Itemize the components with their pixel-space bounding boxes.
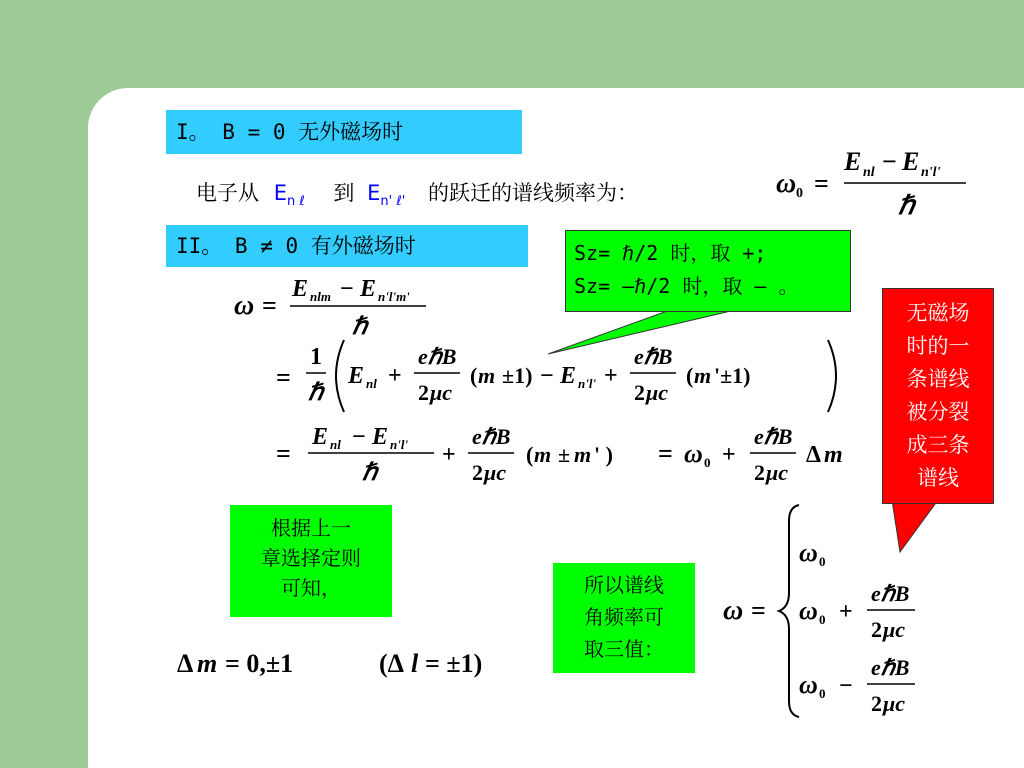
svg-text:m: m [197, 649, 218, 678]
svg-text:±: ± [558, 442, 571, 467]
red-line-4: 被分裂 [906, 400, 970, 424]
svg-text:1: 1 [310, 344, 322, 370]
svg-text:eℏB: eℏB [871, 581, 910, 606]
svg-text:2: 2 [754, 460, 765, 485]
omega-symbol: ω [776, 168, 797, 199]
svg-text:2: 2 [418, 380, 429, 405]
svg-text:ℏ: ℏ [308, 380, 324, 406]
svg-text:(: ( [686, 363, 694, 388]
spin-line-2: Sz= –ℏ/2 时，取 – 。 [574, 274, 799, 298]
svg-text:−: − [540, 363, 554, 389]
svg-text:μc: μc [646, 380, 668, 405]
svg-text:0: 0 [819, 686, 826, 701]
svg-text:eℏB: eℏB [472, 424, 511, 449]
section2-label-box [166, 225, 528, 267]
svg-text:eℏB: eℏB [634, 344, 673, 369]
svg-text:Δ: Δ [177, 649, 194, 678]
red-line-6: 谱线 [917, 466, 959, 490]
svg-text:m: m [478, 363, 496, 388]
svg-text:eℏB: eℏB [418, 344, 457, 369]
svg-text:ω: ω [799, 538, 818, 567]
svg-text:=: = [276, 363, 291, 392]
svg-text:μc: μc [484, 460, 506, 485]
svg-text:m: m [534, 442, 552, 467]
to-sub-n: n' [380, 194, 393, 210]
to-E: E [367, 181, 381, 205]
numerator-sub-nl: nl [863, 165, 875, 180]
svg-text:E: E [348, 363, 365, 389]
rule-line-1: 根据上一 [271, 516, 351, 540]
svg-text:±1): ±1) [502, 363, 533, 388]
svg-text:ω: ω [723, 595, 744, 626]
svg-text:ℏ: ℏ [362, 460, 378, 486]
svg-text:Δ: Δ [806, 442, 822, 468]
svg-text:=: = [658, 439, 673, 468]
svg-text:μc: μc [883, 617, 905, 642]
denominator-hbar: ℏ [898, 191, 915, 220]
svg-text:(: ( [526, 442, 534, 467]
red-line-2: 时的一 [906, 334, 970, 358]
omega-subscript: 0 [796, 186, 803, 201]
svg-text:+: + [388, 363, 402, 389]
omega-cases-formula [715, 495, 945, 725]
from-sub-n: n [286, 194, 296, 210]
svg-text:−: − [352, 424, 366, 450]
svg-text:=: = [262, 291, 277, 320]
from-E: E [273, 181, 287, 205]
svg-text:E: E [312, 424, 329, 450]
svg-text:ω: ω [684, 439, 703, 468]
red-line-1: 无磁场 [906, 301, 970, 325]
svg-text:n'l'm': n'l'm' [378, 289, 410, 304]
red-line-3: 条谱线 [906, 367, 970, 391]
svg-text:n'l': n'l' [390, 437, 409, 452]
svg-text:2: 2 [634, 380, 645, 405]
svg-text:' ): ' ) [594, 442, 613, 467]
svg-text:=: = [751, 596, 766, 625]
svg-text:(: ( [470, 363, 478, 388]
svg-text:μc: μc [430, 380, 452, 405]
svg-text:ω: ω [799, 670, 818, 699]
svg-text:nl: nl [366, 376, 377, 391]
section1-label-box [166, 110, 522, 154]
transition-sentence [196, 175, 638, 211]
svg-text:E: E [360, 276, 377, 302]
svg-text:2: 2 [472, 460, 483, 485]
svg-text:'±1): '±1) [714, 363, 751, 388]
svg-text:m: m [694, 363, 712, 388]
red-callout [882, 288, 994, 504]
three-values-note [553, 563, 695, 673]
values-line-1: 所以谱线 [584, 573, 664, 597]
equals-sign: = [814, 169, 829, 198]
from-sub-l: ℓ [299, 194, 305, 210]
svg-text:ℏ: ℏ [352, 314, 368, 340]
omega0-formula [770, 140, 990, 220]
from-level [273, 181, 305, 210]
svg-text:= ±1): = ±1) [425, 649, 483, 678]
svg-text:nlm: nlm [310, 289, 331, 304]
numerator-Enl-prime: E [902, 147, 920, 176]
selection-rule-formula [175, 640, 515, 684]
svg-text:μc: μc [883, 691, 905, 716]
svg-text:ω: ω [799, 596, 818, 625]
svg-text:−: − [340, 276, 354, 302]
svg-text:n'l': n'l' [578, 376, 597, 391]
numerator-sub-nl-prime: n'l' [921, 165, 941, 180]
svg-text:+: + [442, 442, 456, 468]
values-line-3: 取三值： [584, 637, 664, 661]
transition-suffix: 的跃迁的谱线频率为： [428, 181, 638, 205]
svg-text:ω: ω [234, 290, 255, 321]
svg-text:nl: nl [330, 437, 341, 452]
numerator-Enl: E [844, 147, 862, 176]
svg-text:E: E [560, 363, 577, 389]
to-level [367, 181, 406, 210]
svg-text:=: = [276, 439, 291, 468]
svg-text:l: l [411, 649, 419, 678]
svg-text:0: 0 [704, 455, 711, 470]
rule-line-2: 章选择定则 [261, 546, 361, 570]
section2-label: II。 B ≠ 0 有外磁场时 [176, 234, 416, 258]
svg-text:0: 0 [819, 612, 826, 627]
svg-text:+: + [604, 363, 618, 389]
minus-sign: − [882, 147, 897, 176]
svg-text:0: 0 [819, 554, 826, 569]
transition-middle: 到 [333, 181, 355, 205]
derivation-block [220, 268, 880, 498]
transition-prefix: 电子从 [196, 181, 259, 205]
to-sub-l: ℓ' [396, 194, 406, 210]
svg-text:+: + [839, 599, 853, 625]
values-line-2: 角频率可 [584, 605, 664, 629]
svg-text:(Δ: (Δ [379, 649, 404, 678]
svg-text:E: E [372, 424, 389, 450]
red-line-5: 成三条 [906, 433, 970, 457]
section1-label: I。 B = 0 无外磁场时 [176, 120, 404, 144]
svg-text:−: − [839, 673, 853, 699]
svg-text:E: E [292, 276, 309, 302]
svg-text:m: m [574, 442, 592, 467]
svg-text:= 0,±1: = 0,±1 [225, 649, 294, 678]
svg-text:eℏB: eℏB [754, 424, 793, 449]
svg-text:μc: μc [766, 460, 788, 485]
svg-text:2: 2 [871, 691, 882, 716]
rule-line-3: 可知， [281, 576, 341, 600]
svg-text:2: 2 [871, 617, 882, 642]
spin-line-1: Sz= ℏ/2 时，取 +; [574, 241, 767, 265]
svg-text:+: + [722, 442, 736, 468]
selection-rule-note [230, 505, 392, 617]
svg-text:eℏB: eℏB [871, 655, 910, 680]
svg-text:m: m [824, 442, 843, 468]
